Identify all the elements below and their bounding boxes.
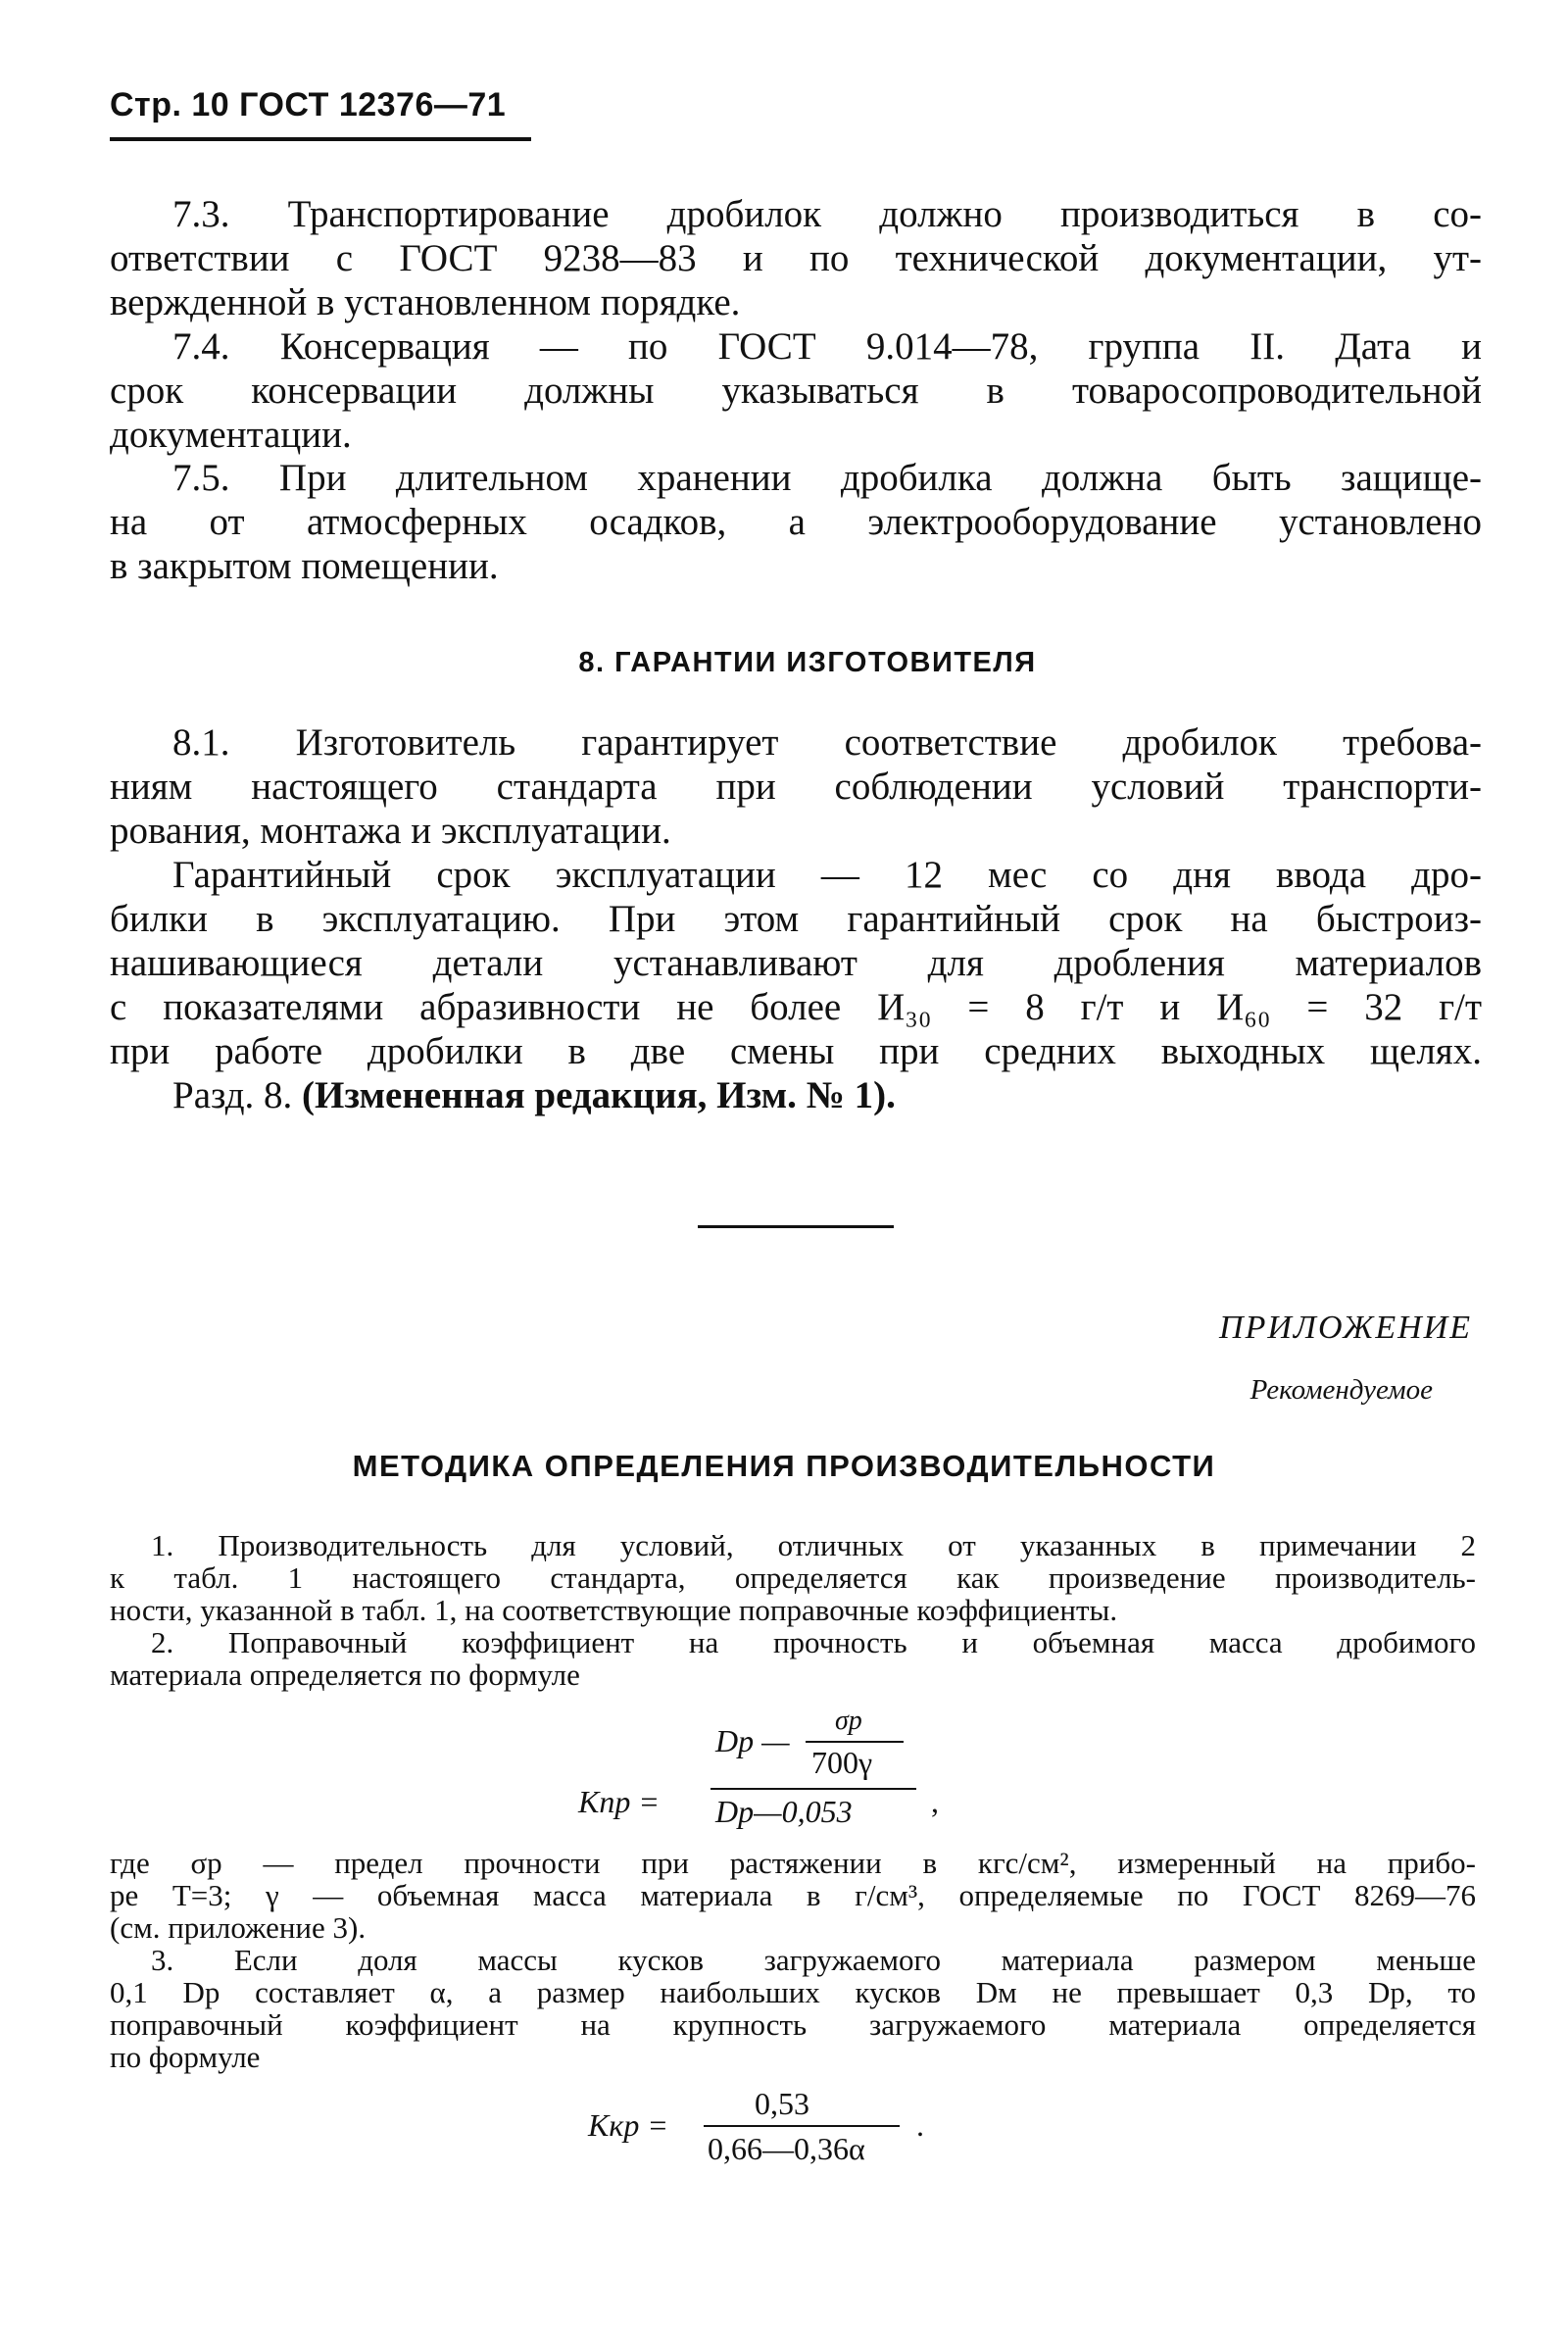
amendment-bold: (Измененная редакция, Изм. № 1).	[302, 1074, 896, 1116]
text-line: 7.5. При длительном хранении дробилка должна быть защище-	[172, 457, 1482, 499]
formula-k-kr-num: 0,53	[755, 2086, 809, 2121]
text-line: к табл. 1 настоящего стандарта, определяется как произведение производитель-	[110, 1560, 1476, 1595]
formula-k-pr-lhs: Kпр =	[578, 1784, 660, 1819]
paragraph-8-1	[110, 720, 1482, 853]
separator-rule	[698, 1225, 894, 1228]
text-line: рования, монтажа и эксплуатации.	[110, 810, 671, 852]
formula-k-pr-den: Dр—0,053	[715, 1794, 853, 1829]
paragraph-7-5	[110, 456, 1482, 588]
text-line: 3. Если доля массы кусков загружаемого материала размером меньше	[151, 1943, 1476, 1977]
paragraph-7-4	[110, 324, 1482, 457]
text-line: нашивающиеся детали устанавливают для дробления материалов	[110, 942, 1482, 984]
text-line: по формуле	[110, 2040, 261, 2074]
formula-k-kr-den: 0,66—0,36α	[708, 2131, 865, 2166]
text-line: 0,1 Dр составляет α, а размер наибольших кусков Dм не превышает 0,3 Dр, то	[110, 1975, 1476, 2009]
text-line: при работе дробилки в две смены при средних выходных щелях.	[110, 1030, 1482, 1072]
amendment-prefix: Разд. 8.	[172, 1074, 293, 1116]
text-line: срок консервации должны указываться в товаросопроводительной	[110, 370, 1482, 412]
text-line: ответствии с ГОСТ 9238—83 и по технической документации, ут-	[110, 237, 1482, 279]
text-line: 1. Производительность для условий, отличных от указанных в примечании 2	[151, 1528, 1476, 1562]
text-line: ниям настоящего стандарта при соблюдении условий транспорти-	[110, 766, 1482, 808]
text-line: 2. Поправочный коэффициент на прочность и объемная масса дробимого	[151, 1625, 1476, 1659]
text-line: материала определяется по формуле	[110, 1657, 580, 1692]
text-line: ности, указанной в табл. 1, на соответствующие поправочные коэффициенты.	[110, 1593, 1118, 1627]
paragraph-7-3	[110, 192, 1482, 324]
formula-k-pr	[578, 1706, 970, 1853]
formula-k-kr	[588, 2086, 980, 2184]
text-line: документации.	[110, 414, 352, 456]
text-line: 8.1. Изготовитель гарантирует соответствие дробилок требова-	[172, 721, 1482, 764]
formula-k-pr-sigma: σр	[835, 1706, 862, 1736]
appendix-paragraph-2	[110, 1626, 1476, 1691]
text-line: с показателями абразивности не более И₃₀ = 8 г/т и И₆₀ = 32 г/т	[110, 986, 1482, 1028]
formula-k-kr-lhs: Kкр =	[588, 2107, 668, 2143]
appendix-paragraph-1	[110, 1529, 1476, 1626]
appendix-paragraph-3	[110, 1944, 1476, 2073]
appendix-title: МЕТОДИКА ОПРЕДЕЛЕНИЯ ПРОИЗВОДИТЕЛЬНОСТИ	[352, 1449, 1216, 1483]
header-rule	[110, 137, 531, 141]
text-line: билки в эксплуатацию. При этом гарантийный срок на быстроиз-	[110, 898, 1482, 940]
appendix-label: ПРИЛОЖЕНИЕ	[1219, 1310, 1472, 1346]
text-line: 7.4. Консервация — по ГОСТ 9.014—78, группа II. Дата и	[172, 325, 1482, 368]
text-line: ре Т=3; γ — объемная масса материала в г/см³, определяемые по ГОСТ 8269—76	[110, 1878, 1476, 1912]
appendix-paragraph-2-where	[110, 1847, 1476, 1944]
text-line: (см. приложение 3).	[110, 1910, 367, 1945]
text-line: 7.3. Транспортирование дробилок должно производиться в со-	[172, 193, 1482, 235]
formula-k-kr-trail: .	[916, 2107, 924, 2143]
text-line: в закрытом помещении.	[110, 545, 499, 587]
text-line: поправочный коэффициент на крупность загружаемого материала определяется	[110, 2007, 1476, 2042]
text-line: где σр — предел прочности при растяжении в кгс/см², измеренный на прибо-	[110, 1846, 1476, 1880]
appendix-sublabel: Рекомендуемое	[1250, 1374, 1433, 1406]
formula-inner-fraction-line	[806, 1741, 904, 1743]
text-line: вержденной в установленном порядке.	[110, 281, 741, 323]
paragraph-warranty	[110, 853, 1482, 1073]
formula-k-kr-fraction-line	[704, 2125, 900, 2127]
amendment-note	[110, 1073, 1482, 1117]
text-line: на от атмосферных осадков, а электрооборудование установлено	[110, 501, 1482, 543]
formula-k-pr-trail: ,	[931, 1784, 939, 1819]
formula-k-pr-num-a: Dр —	[715, 1723, 790, 1758]
page-header: Стр. 10 ГОСТ 12376—71	[110, 86, 507, 124]
text-line: Гарантийный срок эксплуатации — 12 мес со дня ввода дро-	[172, 854, 1482, 896]
section-8-title: 8. ГАРАНТИИ ИЗГОТОВИТЕЛЯ	[578, 647, 1037, 678]
formula-fraction-line	[710, 1788, 916, 1790]
formula-k-pr-700: 700γ	[811, 1745, 873, 1780]
